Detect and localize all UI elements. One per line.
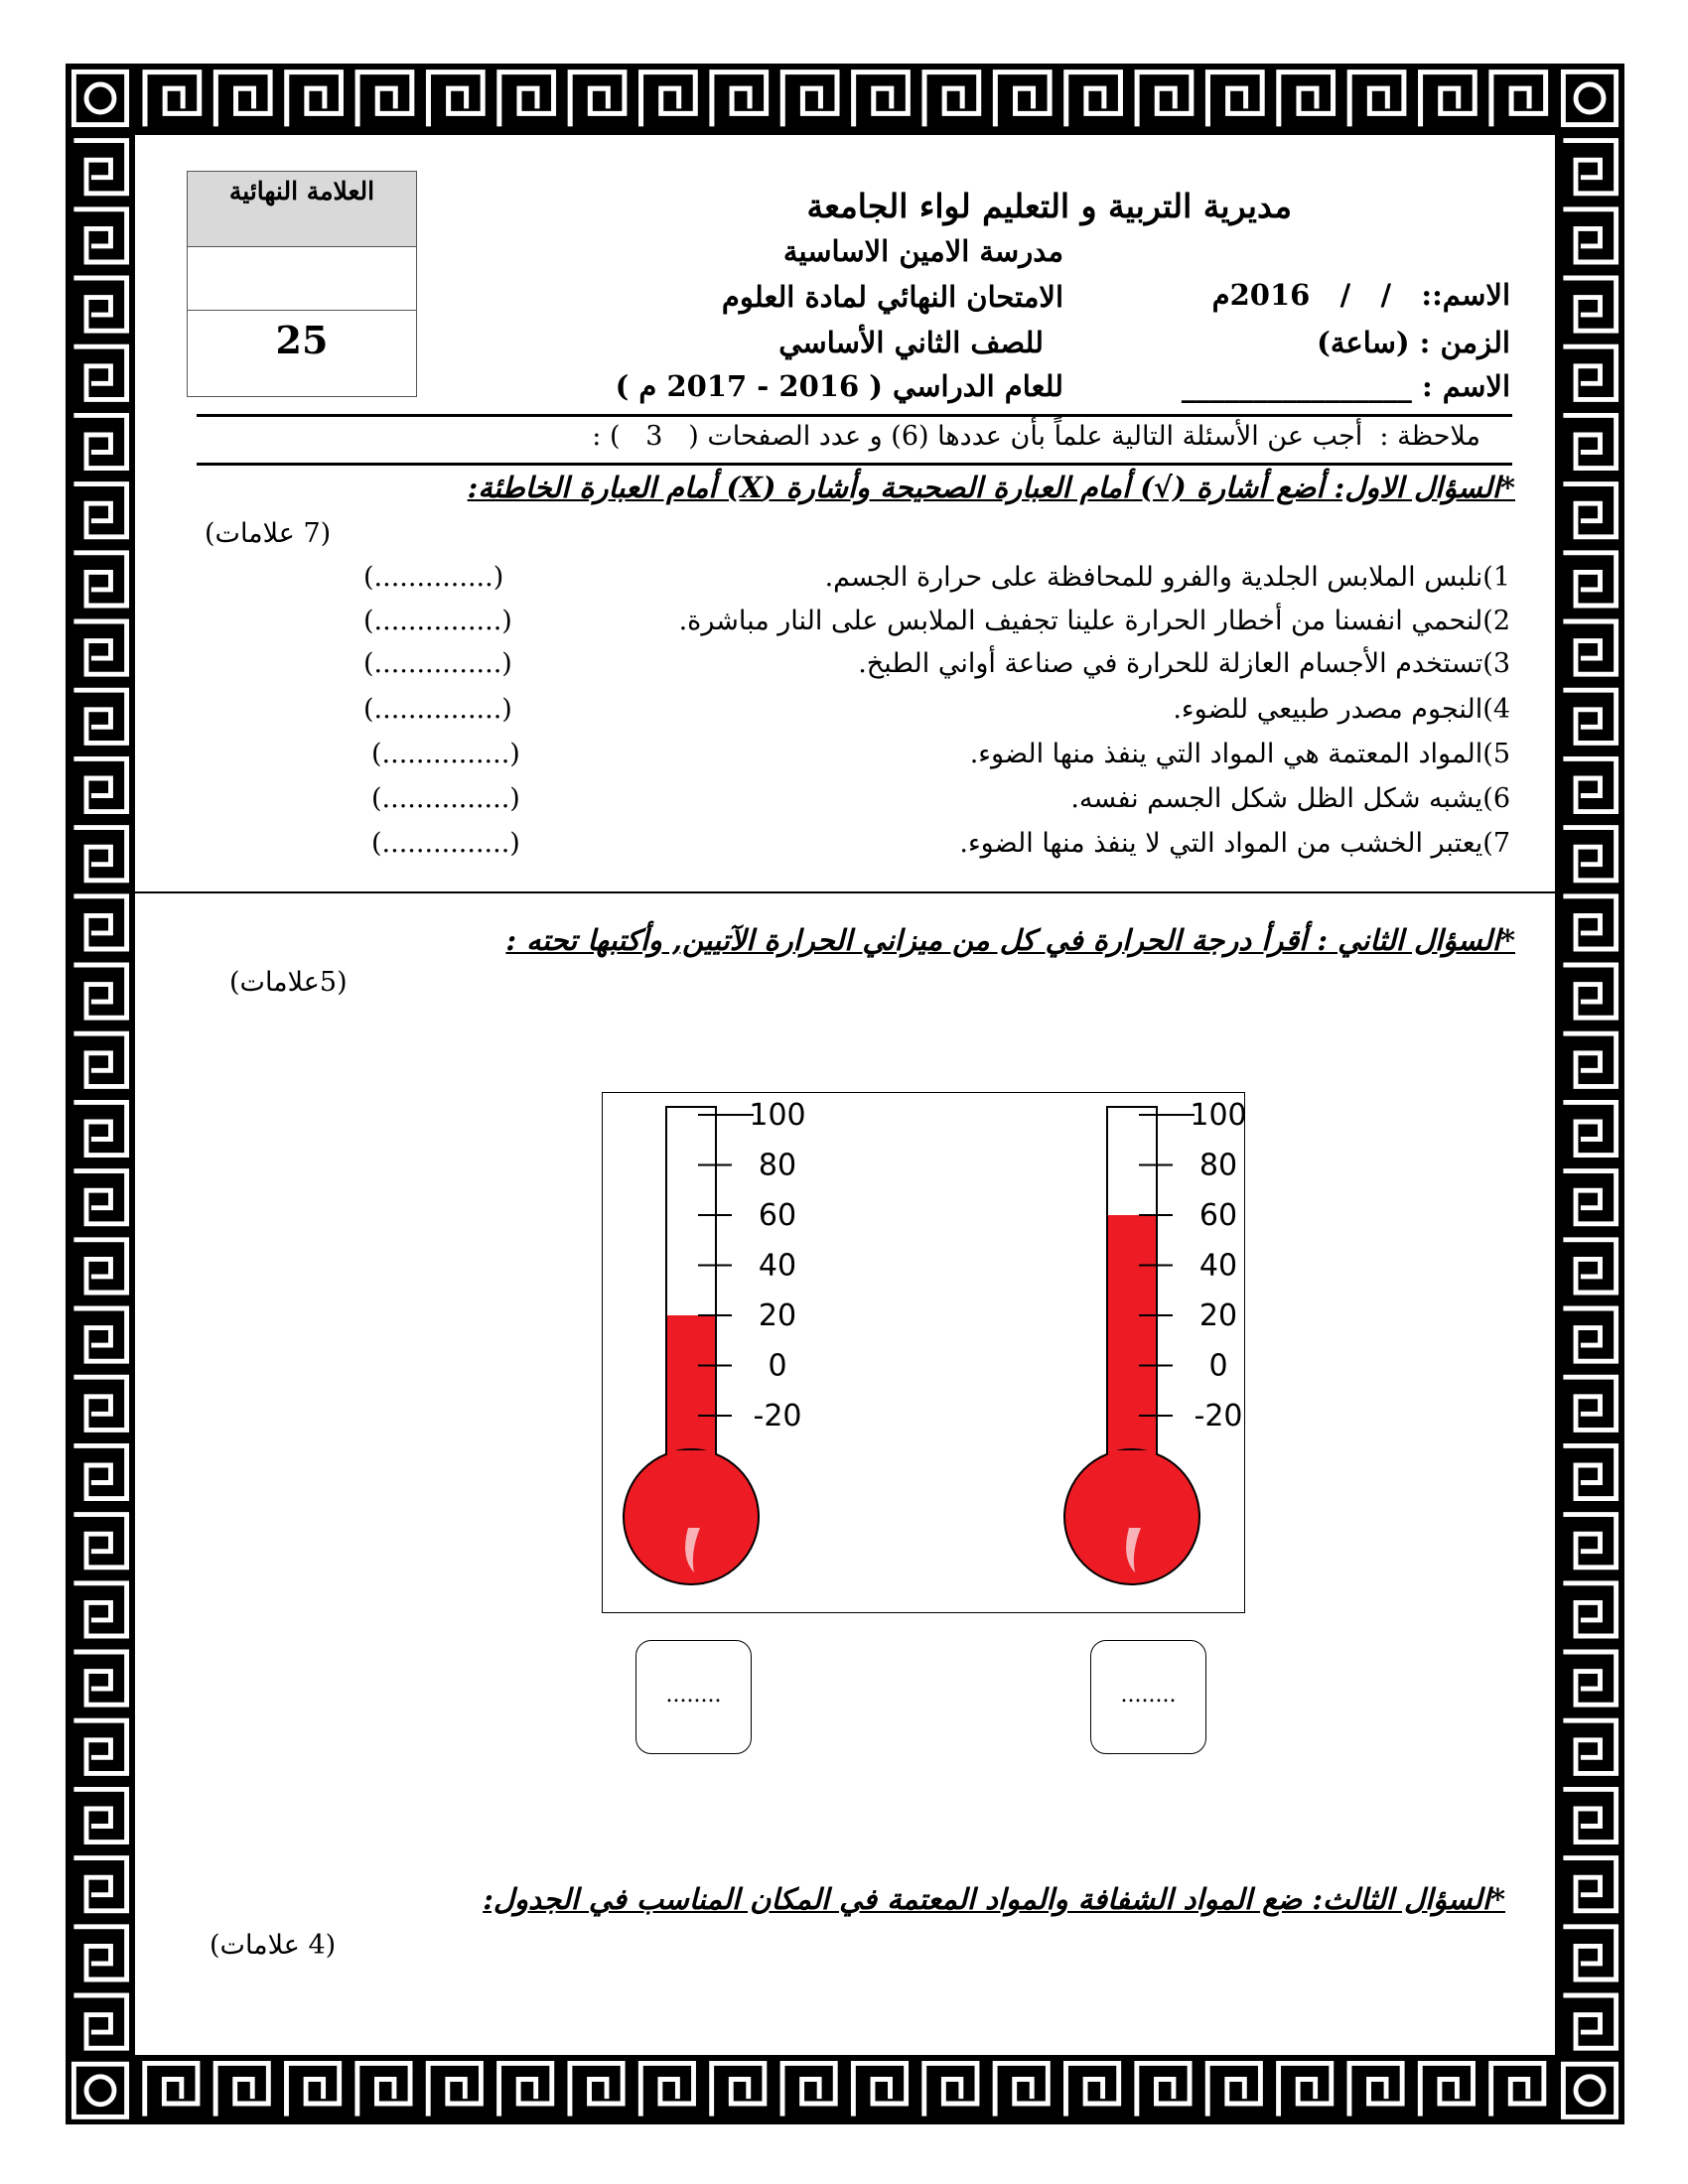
frame-bottom-pattern	[66, 2055, 1624, 2124]
greek-key-unit	[215, 72, 270, 127]
greek-key-unit	[215, 2063, 268, 2116]
answer-box-right[interactable]: ........	[1090, 1640, 1206, 1754]
q1-item-answer-blank[interactable]: (...............)	[363, 648, 512, 679]
q1-item-text: 6)يشبه شكل الظل شكل الجسم نفسه.	[1070, 783, 1510, 814]
q1-item	[363, 739, 1510, 778]
q2-title: *السؤال الثاني : أقرأ درجة الحرارة في كل من ميزاني الحرارة الآتيين, وأكتبها تحته :	[505, 923, 1515, 957]
greek-key-unit	[782, 2063, 835, 2116]
final-grade-total: 25	[275, 318, 329, 362]
greek-key-unit	[428, 2063, 481, 2116]
greek-key-unit	[73, 1308, 126, 1361]
scale-label-right: 100	[1190, 1098, 1244, 1133]
greek-key-unit	[73, 1033, 126, 1086]
q1-item-answer-blank[interactable]: (..............)	[363, 562, 504, 593]
q1-item-text: 5)المواد المعتمة هي المواد التي ينفذ منها الضوء.	[969, 739, 1510, 769]
greek-key-unit	[1563, 1789, 1616, 1842]
greek-key-unit	[145, 2063, 198, 2116]
greek-key-unit	[1563, 1308, 1616, 1361]
greek-key-unit	[854, 72, 909, 127]
greek-key-unit	[1563, 1515, 1616, 1568]
final-grade-title: العلامة النهائية	[188, 172, 416, 247]
answer-box-left[interactable]: ........	[635, 1640, 752, 1754]
q1-item	[363, 828, 1510, 868]
greek-key-unit	[1563, 1995, 1616, 2048]
border-right	[1555, 64, 1624, 2124]
q1-item	[363, 694, 1510, 734]
q1-item-answer-blank[interactable]: (...............)	[363, 606, 512, 636]
greek-key-unit	[1279, 2063, 1332, 2116]
greek-key-unit	[73, 1995, 126, 2048]
greek-key-unit	[1420, 2063, 1473, 2116]
school-name: مدرسة الامين الاساسية	[782, 234, 1063, 268]
greek-key-unit	[712, 2063, 765, 2116]
q1-item-answer-blank[interactable]: (...............)	[371, 828, 520, 859]
greek-key-unit	[1563, 1033, 1616, 1086]
q1-title: *السؤال الاول: أضع أشارة (√) أمام العبارة الصحيحة وأشارة (X) أمام العبارة الخاطئة:	[467, 471, 1515, 504]
scale-label-right: -20	[1194, 1399, 1243, 1433]
scale-label-right: 80	[1198, 1148, 1238, 1183]
greek-key-unit	[73, 965, 126, 1018]
scale-label-left: 80	[758, 1148, 797, 1183]
greek-key-unit	[1563, 1927, 1616, 1979]
greek-key-unit	[73, 1652, 126, 1705]
greek-key-unit	[1563, 690, 1616, 743]
greek-key-unit	[1207, 2063, 1260, 2116]
greek-key-unit	[357, 2063, 410, 2116]
greek-key-unit	[73, 1377, 126, 1430]
rule-q1-end	[135, 891, 1555, 893]
greek-key-unit	[73, 278, 126, 331]
exam-content	[135, 135, 1555, 2055]
corner-square-icon	[1563, 2064, 1616, 2116]
greek-key-unit	[1563, 346, 1616, 399]
frame-top-pattern	[66, 64, 1624, 135]
greek-key-unit	[286, 2063, 339, 2116]
greek-key-unit	[1563, 758, 1616, 811]
greek-key-unit	[73, 1102, 126, 1155]
q1-item	[363, 783, 1510, 823]
corner-circle-icon	[1576, 2077, 1604, 2105]
greek-key-unit	[1563, 1240, 1616, 1293]
scale-label-left: 20	[758, 1298, 797, 1333]
greek-key-unit	[1563, 965, 1616, 1018]
scale-label-left: 100	[749, 1098, 806, 1133]
greek-key-unit	[1563, 1858, 1616, 1911]
greek-key-unit	[73, 1240, 126, 1293]
greek-key-unit	[73, 1583, 126, 1636]
greek-key-unit	[1563, 1652, 1616, 1705]
greek-key-unit	[1066, 72, 1121, 127]
greek-key-unit	[1563, 621, 1616, 674]
q1-marks: (7 علامات)	[205, 518, 332, 549]
greek-key-unit	[73, 1720, 126, 1773]
note-text: ملاحظة : أجب عن الأسئلة التالية علماً بأن عددها (6) و عدد الصفحات ( 3 ) :	[592, 421, 1480, 452]
greek-key-unit	[73, 1927, 126, 1979]
greek-key-unit	[640, 2063, 693, 2116]
greek-key-unit	[1563, 415, 1616, 468]
greek-key-unit	[995, 72, 1050, 127]
greek-key-unit	[73, 346, 126, 399]
greek-key-unit	[73, 209, 126, 262]
final-grade-blank	[188, 247, 416, 311]
greek-key-unit	[1563, 553, 1616, 606]
scale-label-right: 20	[1198, 1298, 1238, 1333]
greek-key-unit	[570, 72, 625, 127]
greek-key-unit	[73, 828, 126, 881]
greek-key-unit	[357, 72, 412, 127]
final-grade-box	[187, 171, 417, 397]
greek-key-unit	[853, 2063, 906, 2116]
scale-label-left: 60	[758, 1198, 797, 1233]
border-bottom	[66, 2055, 1624, 2124]
q1-item	[363, 606, 1510, 645]
q1-item	[363, 562, 1510, 602]
greek-key-unit	[1563, 1445, 1616, 1498]
corner-square-icon	[1563, 71, 1616, 124]
greek-key-unit	[73, 621, 126, 674]
grade-level: للصف الثاني الأساسي	[778, 326, 1044, 359]
q1-item	[363, 648, 1510, 688]
q1-item-text: 3)تستخدم الأجسام العازلة للحرارة في صناعة أواني الطبخ.	[858, 648, 1510, 679]
scale-label-right: 40	[1198, 1248, 1238, 1284]
greek-key-unit	[1563, 1171, 1616, 1224]
scale-label-right: 60	[1198, 1198, 1238, 1233]
border-top	[66, 64, 1624, 135]
greek-key-unit	[287, 72, 342, 127]
greek-key-unit	[1421, 72, 1476, 127]
scale-label-left: 0	[768, 1348, 787, 1384]
greek-key-unit	[641, 72, 696, 127]
greek-key-unit	[924, 72, 979, 127]
greek-key-unit	[1137, 2063, 1190, 2116]
corner-circle-icon	[1576, 84, 1604, 112]
greek-key-unit	[1207, 72, 1262, 127]
q3-marks: (4 علامات)	[210, 1930, 337, 1961]
q1-item-answer-blank[interactable]: (...............)	[371, 783, 520, 814]
q1-item-answer-blank[interactable]: (...............)	[363, 694, 512, 725]
greek-key-unit	[1563, 484, 1616, 537]
greek-key-unit	[1491, 72, 1546, 127]
academic-year: للعام الدراسي ( 2016 - 2017 م )	[615, 369, 1063, 403]
thermometers-figure	[602, 1092, 1245, 1613]
corner-square-icon	[73, 2064, 126, 2116]
greek-key-unit	[1563, 1377, 1616, 1430]
greek-key-unit	[995, 2063, 1048, 2116]
greek-key-unit	[1279, 72, 1334, 127]
greek-key-unit	[73, 1789, 126, 1842]
greek-key-unit	[1137, 72, 1192, 127]
q1-item-answer-blank[interactable]: (...............)	[371, 739, 520, 769]
greek-key-unit	[428, 72, 483, 127]
frame-left-pattern	[66, 64, 135, 2124]
greek-key-unit	[145, 72, 200, 127]
greek-key-unit	[73, 1171, 126, 1224]
greek-key-unit	[1563, 1102, 1616, 1155]
q1-item-text: 7)يعتبر الخشب من المواد التي لا ينفذ منها الضوء.	[959, 828, 1510, 859]
bulb-neck-left	[667, 1450, 715, 1490]
greek-key-unit	[1563, 209, 1616, 262]
greek-key-unit	[73, 758, 126, 811]
greek-key-unit	[73, 1445, 126, 1498]
greek-key-unit	[924, 2063, 977, 2116]
border-left	[66, 64, 135, 2124]
q2-marks: (5علامات)	[229, 967, 348, 998]
greek-key-unit	[73, 896, 126, 949]
greek-key-unit	[1349, 72, 1404, 127]
greek-key-unit	[73, 484, 126, 537]
frame-right-pattern	[1555, 64, 1624, 2124]
greek-key-unit	[782, 72, 837, 127]
scale-label-right: 0	[1208, 1348, 1228, 1384]
q1-item-text: 1)نلبس الملابس الجلدية والفرو للمحافظة على حرارة الجسم.	[824, 562, 1510, 593]
greek-key-unit	[1491, 2063, 1544, 2116]
time-line: الزمن : (ساعة)	[1317, 326, 1510, 359]
greek-key-unit	[1563, 278, 1616, 331]
directorate-title: مديرية التربية و التعليم لواء الجامعة	[806, 187, 1292, 225]
greek-key-unit	[73, 1515, 126, 1568]
q3-title: *السؤال الثالث: ضع المواد الشفافة والمواد المعتمة في المكان المناسب في الجدول:	[483, 1882, 1505, 1916]
greek-key-unit	[1563, 1720, 1616, 1773]
scale-label-left: 40	[758, 1248, 797, 1284]
greek-key-unit	[1563, 1583, 1616, 1636]
greek-key-unit	[570, 2063, 623, 2116]
corner-square-icon	[73, 71, 126, 124]
greek-key-unit	[73, 415, 126, 468]
date-line: الاسم:: / / 2016م	[1211, 278, 1510, 312]
rule-top-note	[197, 414, 1512, 417]
greek-key-unit	[499, 2063, 552, 2116]
greek-key-unit	[73, 1858, 126, 1911]
name-line: الاسم : ________________	[1181, 369, 1510, 403]
greek-key-unit	[499, 72, 554, 127]
greek-key-unit	[1563, 828, 1616, 881]
thermometers-svg	[603, 1093, 1244, 1612]
greek-key-unit	[73, 690, 126, 743]
greek-key-unit	[1563, 896, 1616, 949]
greek-key-unit	[73, 553, 126, 606]
q1-item-text: 4)النجوم مصدر طبيعي للضوء.	[1173, 694, 1510, 725]
greek-key-unit	[1563, 141, 1616, 194]
corner-circle-icon	[86, 2077, 114, 2105]
bulb-neck-right	[1108, 1450, 1156, 1490]
exam-title: الامتحان النهائي لمادة العلوم	[721, 280, 1063, 314]
corner-circle-icon	[86, 84, 114, 112]
greek-key-unit	[712, 72, 767, 127]
scale-label-left: -20	[753, 1399, 802, 1433]
greek-key-unit	[1065, 2063, 1118, 2116]
greek-key-unit	[73, 141, 126, 194]
rule-bottom-note	[197, 463, 1512, 466]
greek-key-unit	[1349, 2063, 1402, 2116]
q1-item-text: 2)لنحمي انفسنا من أخطار الحرارة علينا تجفيف الملابس على النار مباشرة.	[678, 606, 1510, 636]
